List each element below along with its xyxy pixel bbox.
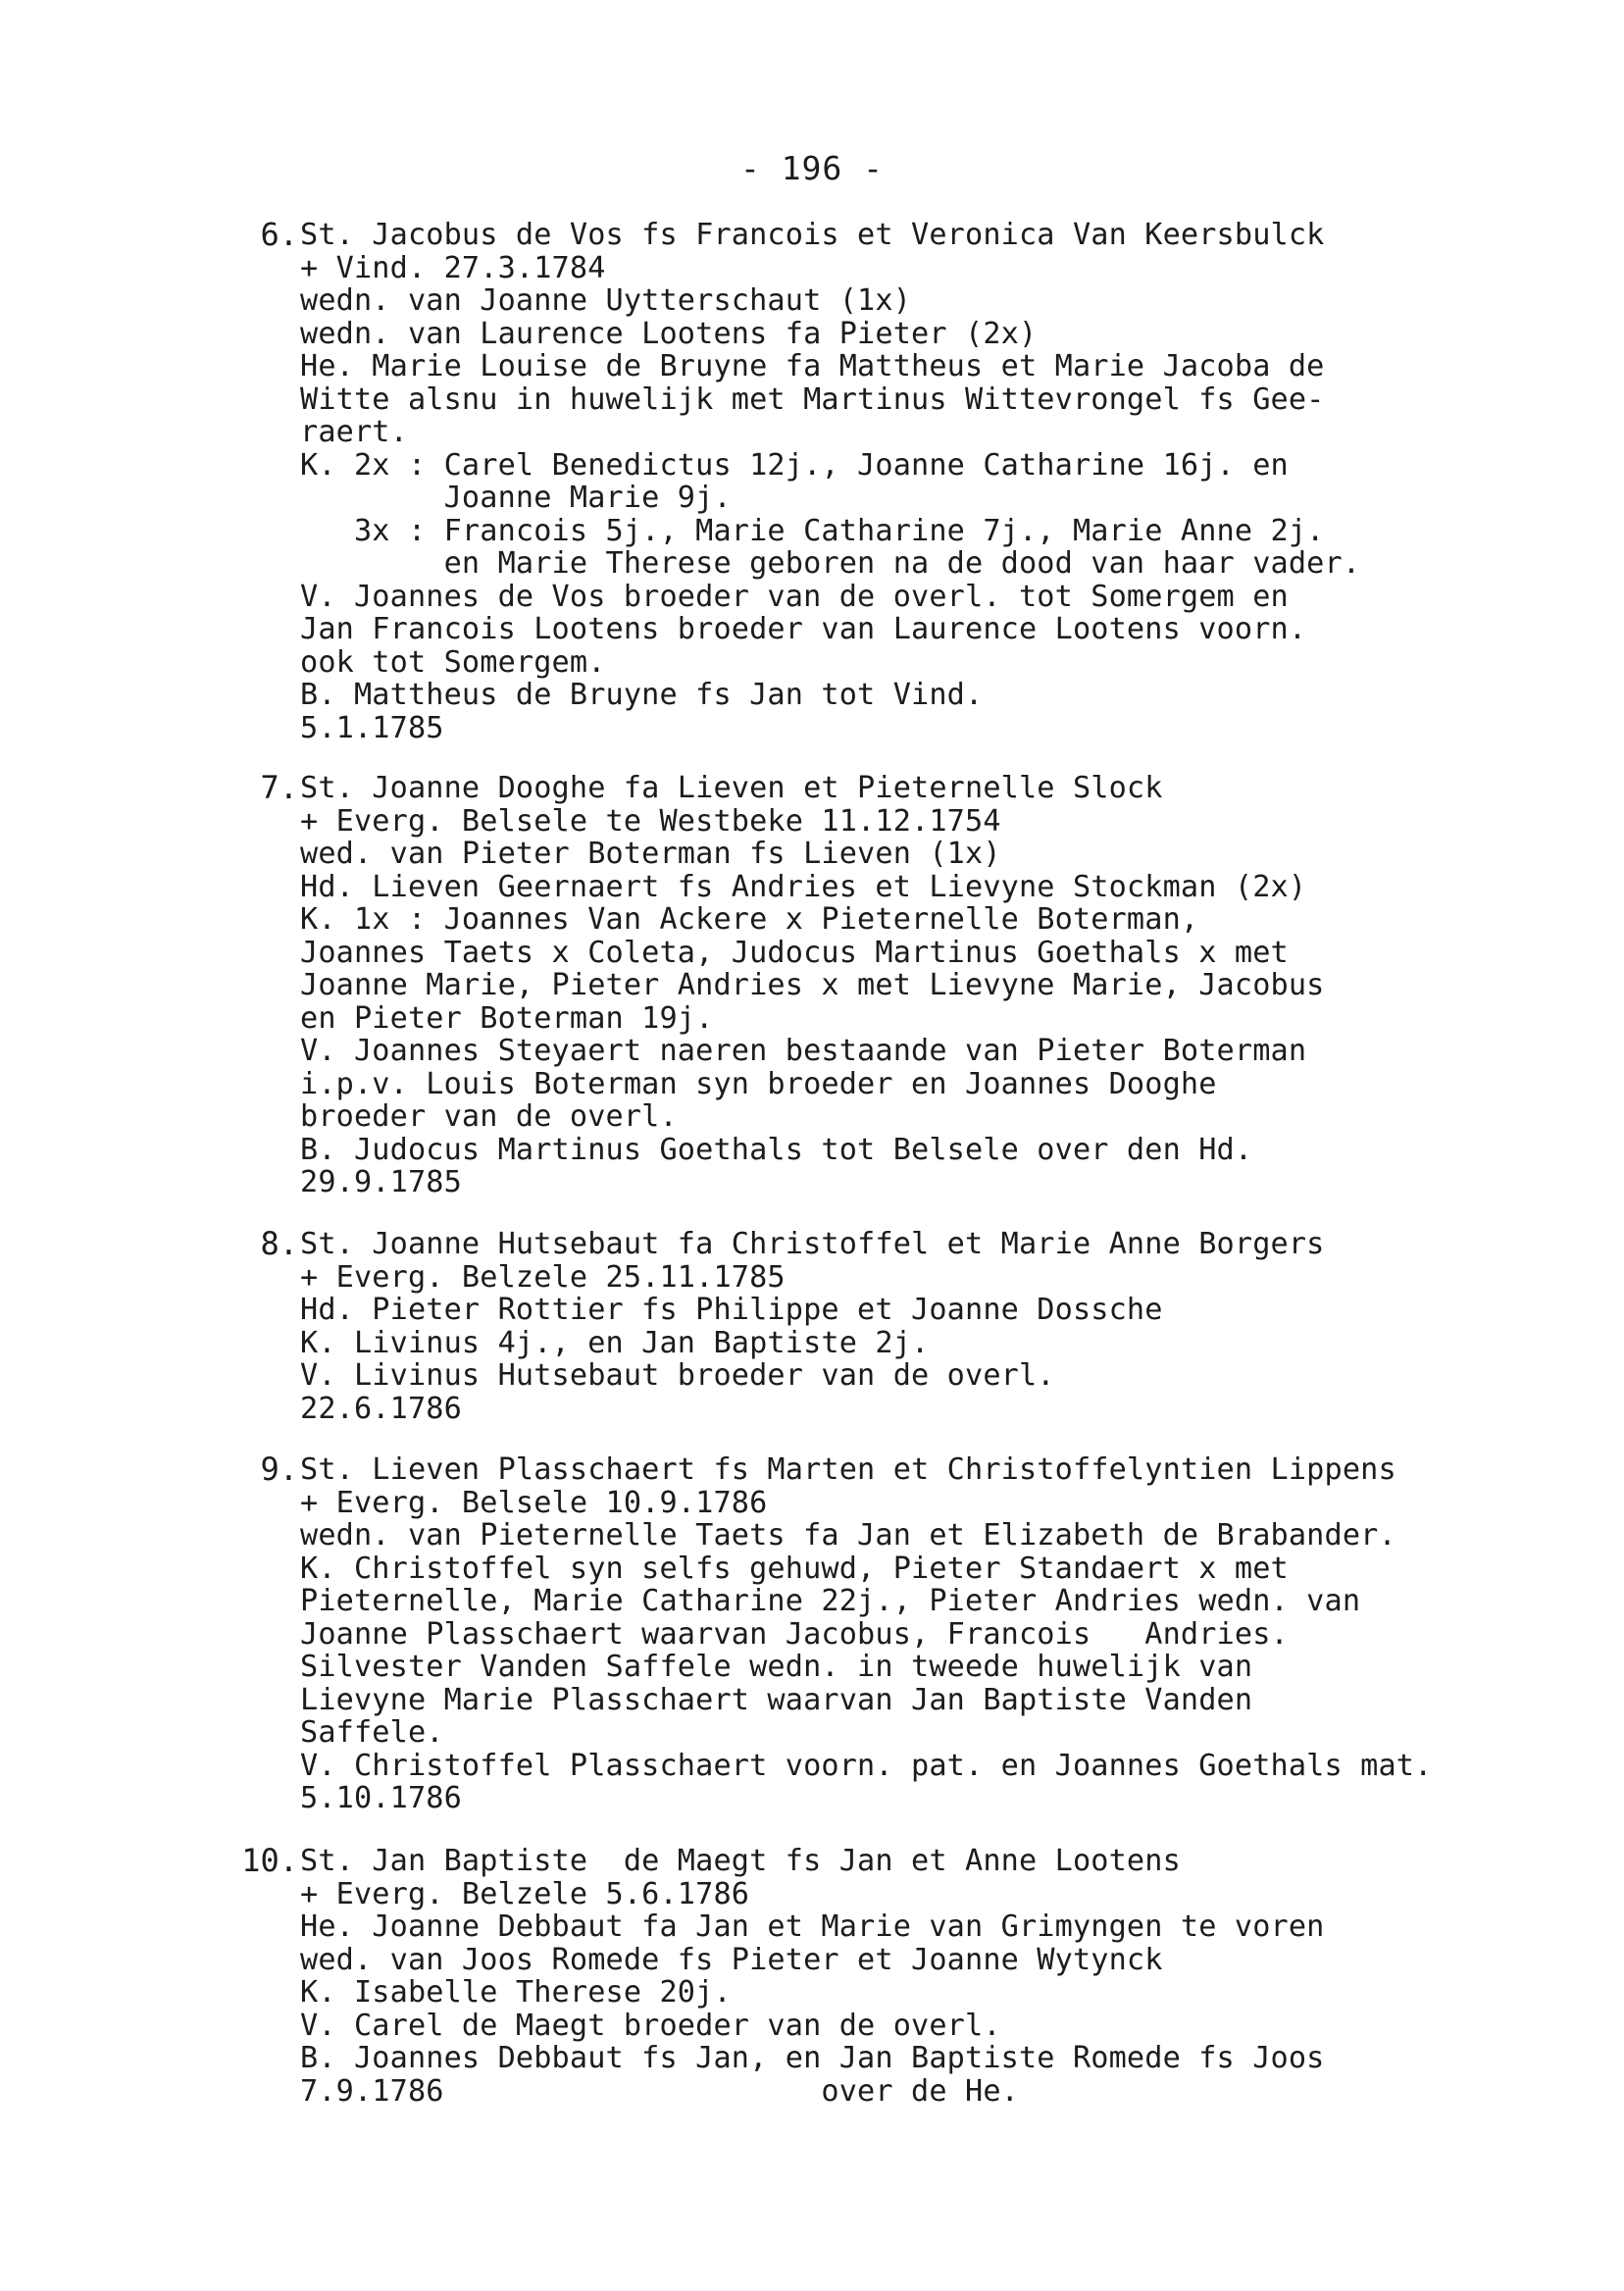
entry-number: 9. — [260, 1451, 298, 1488]
entry-line: Lievyne Marie Plasschaert waarvan Jan Baptiste Vanden — [300, 1682, 1253, 1717]
entry-line: Joannes Taets x Coleta, Judocus Martinus Goethals x met — [300, 935, 1289, 970]
entry-line: Witte alsnu in huwelijk met Martinus Wittevrongel fs Gee- — [300, 382, 1325, 417]
entry-line: V. Joannes Steyaert naeren bestaande van Pieter Boterman — [300, 1034, 1307, 1068]
entry-line: + Everg. Belsele te Westbeke 11.12.1754 — [300, 803, 1001, 839]
entry-line: wedn. van Pieternelle Taets fa Jan et Elizabeth de Brabander. — [300, 1518, 1396, 1553]
entry-line: + Everg. Belzele 5.6.1786 — [300, 1876, 750, 1911]
page-number: - 196 - — [739, 149, 885, 187]
entry-line: + Everg. Belsele 10.9.1786 — [300, 1485, 768, 1520]
entry-line: St. Joanne Hutsebaut fa Christoffel et Marie Anne Borgers — [300, 1227, 1325, 1261]
entry-line: 3x : Francois 5j., Marie Catharine 7j., Marie Anne 2j. — [300, 513, 1325, 548]
entry-line: B. Mattheus de Bruyne fs Jan tot Vind. — [300, 678, 984, 712]
entry-line: 29.9.1785 — [300, 1165, 462, 1199]
entry-line: + Vind. 27.3.1784 — [300, 250, 606, 285]
entry-line: V. Livinus Hutsebaut broeder van de overl. — [300, 1358, 1055, 1393]
entry-number: 10. — [241, 1842, 298, 1879]
entry-text — [300, 1845, 1325, 2108]
entry-number: 6. — [260, 216, 298, 253]
entry-line: Hd. Lieven Geernaert fs Andries et Lievyne Stockman (2x) — [300, 869, 1307, 904]
entry-text — [300, 1228, 1325, 1425]
entry-line: K. Livinus 4j., en Jan Baptiste 2j. — [300, 1325, 930, 1360]
entry-text — [300, 772, 1325, 1199]
entry-line: St. Joanne Dooghe fa Lieven et Pieternelle Slock — [300, 771, 1163, 805]
entry-line: St. Jacobus de Vos fs Francois et Veronica Van Keersbulck — [300, 218, 1325, 252]
entry-line: He. Joanne Debbaut fa Jan et Marie van Grimyngen te voren — [300, 1909, 1325, 1944]
entry-line: raert. — [300, 415, 408, 449]
entry-line: Joanne Marie 9j. — [300, 481, 732, 515]
entry-number: 8. — [260, 1225, 298, 1262]
entry-line: Pieternelle, Marie Catharine 22j., Pieter Andries wedn. van — [300, 1584, 1361, 1618]
entry-line: K. 1x : Joannes Van Ackere x Pieternelle Boterman, — [300, 902, 1199, 937]
entry-line: en Marie Therese geboren na de dood van haar vader. — [300, 546, 1361, 581]
entry-line: 5.1.1785 — [300, 710, 444, 745]
entry-line: wed. van Pieter Boterman fs Lieven (1x) — [300, 837, 1001, 871]
entry-line: V. Joannes de Vos broeder van de overl. tot Somergem en — [300, 579, 1289, 614]
entry-line: Saffele. — [300, 1715, 444, 1750]
entry-line: wedn. van Laurence Lootens fa Pieter (2x) — [300, 316, 1038, 351]
entry-line: Hd. Pieter Rottier fs Philippe et Joanne Dossche — [300, 1293, 1163, 1327]
entry-line: St. Jan Baptiste de Maegt fs Jan et Anne Lootens — [300, 1844, 1181, 1878]
entry-line: + Everg. Belzele 25.11.1785 — [300, 1259, 786, 1295]
entry-line: 7.9.1786 over de He. — [300, 2073, 1019, 2109]
entry-text — [300, 219, 1360, 744]
entry-line: 22.6.1786 — [300, 1391, 462, 1426]
entry-line: Joanne Marie, Pieter Andries x met Lievyne Marie, Jacobus — [300, 968, 1325, 1002]
entry-line: B. Joannes Debbaut fs Jan, en Jan Baptiste Romede fs Joos — [300, 2041, 1325, 2075]
entry-line: K. Christoffel syn selfs gehuwd, Pieter Standaert x met — [300, 1551, 1289, 1586]
entry-line: Silvester Vanden Saffele wedn. in tweede huwelijk van — [300, 1650, 1253, 1684]
entry-line: Jan Francois Lootens broeder van Laurence Lootens voorn. — [300, 612, 1307, 646]
entry-line: ook tot Somergem. — [300, 644, 606, 680]
entry-line: i.p.v. Louis Boterman syn broeder en Joannes Dooghe — [300, 1066, 1217, 1101]
entry-line: He. Marie Louise de Bruyne fa Mattheus et Marie Jacoba de — [300, 349, 1325, 383]
entry-line: wed. van Joos Romede fs Pieter et Joanne Wytynck — [300, 1942, 1163, 1977]
entry-line: K. 2x : Carel Benedictus 12j., Joanne Catharine 16j. en — [300, 447, 1289, 483]
entry-line: B. Judocus Martinus Goethals tot Belsele over den Hd. — [300, 1132, 1253, 1167]
entry-line: wedn. van Joanne Uytterschaut (1x) — [300, 283, 912, 318]
entry-number: 7. — [260, 769, 298, 806]
entry-line: St. Lieven Plasschaert fs Marten et Christoffelyntien Lippens — [300, 1452, 1396, 1487]
entry-line: V. Carel de Maegt broeder van de overl. — [300, 2008, 1001, 2043]
entry-line: K. Isabelle Therese 20j. — [300, 1975, 732, 2010]
entry-text — [300, 1453, 1432, 1815]
entry-line: V. Christoffel Plasschaert voorn. pat. en Joannes Goethals mat. — [300, 1748, 1433, 1783]
entry-line: en Pieter Boterman 19j. — [300, 1000, 714, 1036]
entry-line: Joanne Plasschaert waarvan Jacobus, Francois Andries. — [300, 1616, 1289, 1652]
entry-line: broeder van de overl. — [300, 1099, 678, 1134]
entry-line: 5.10.1786 — [300, 1781, 462, 1815]
